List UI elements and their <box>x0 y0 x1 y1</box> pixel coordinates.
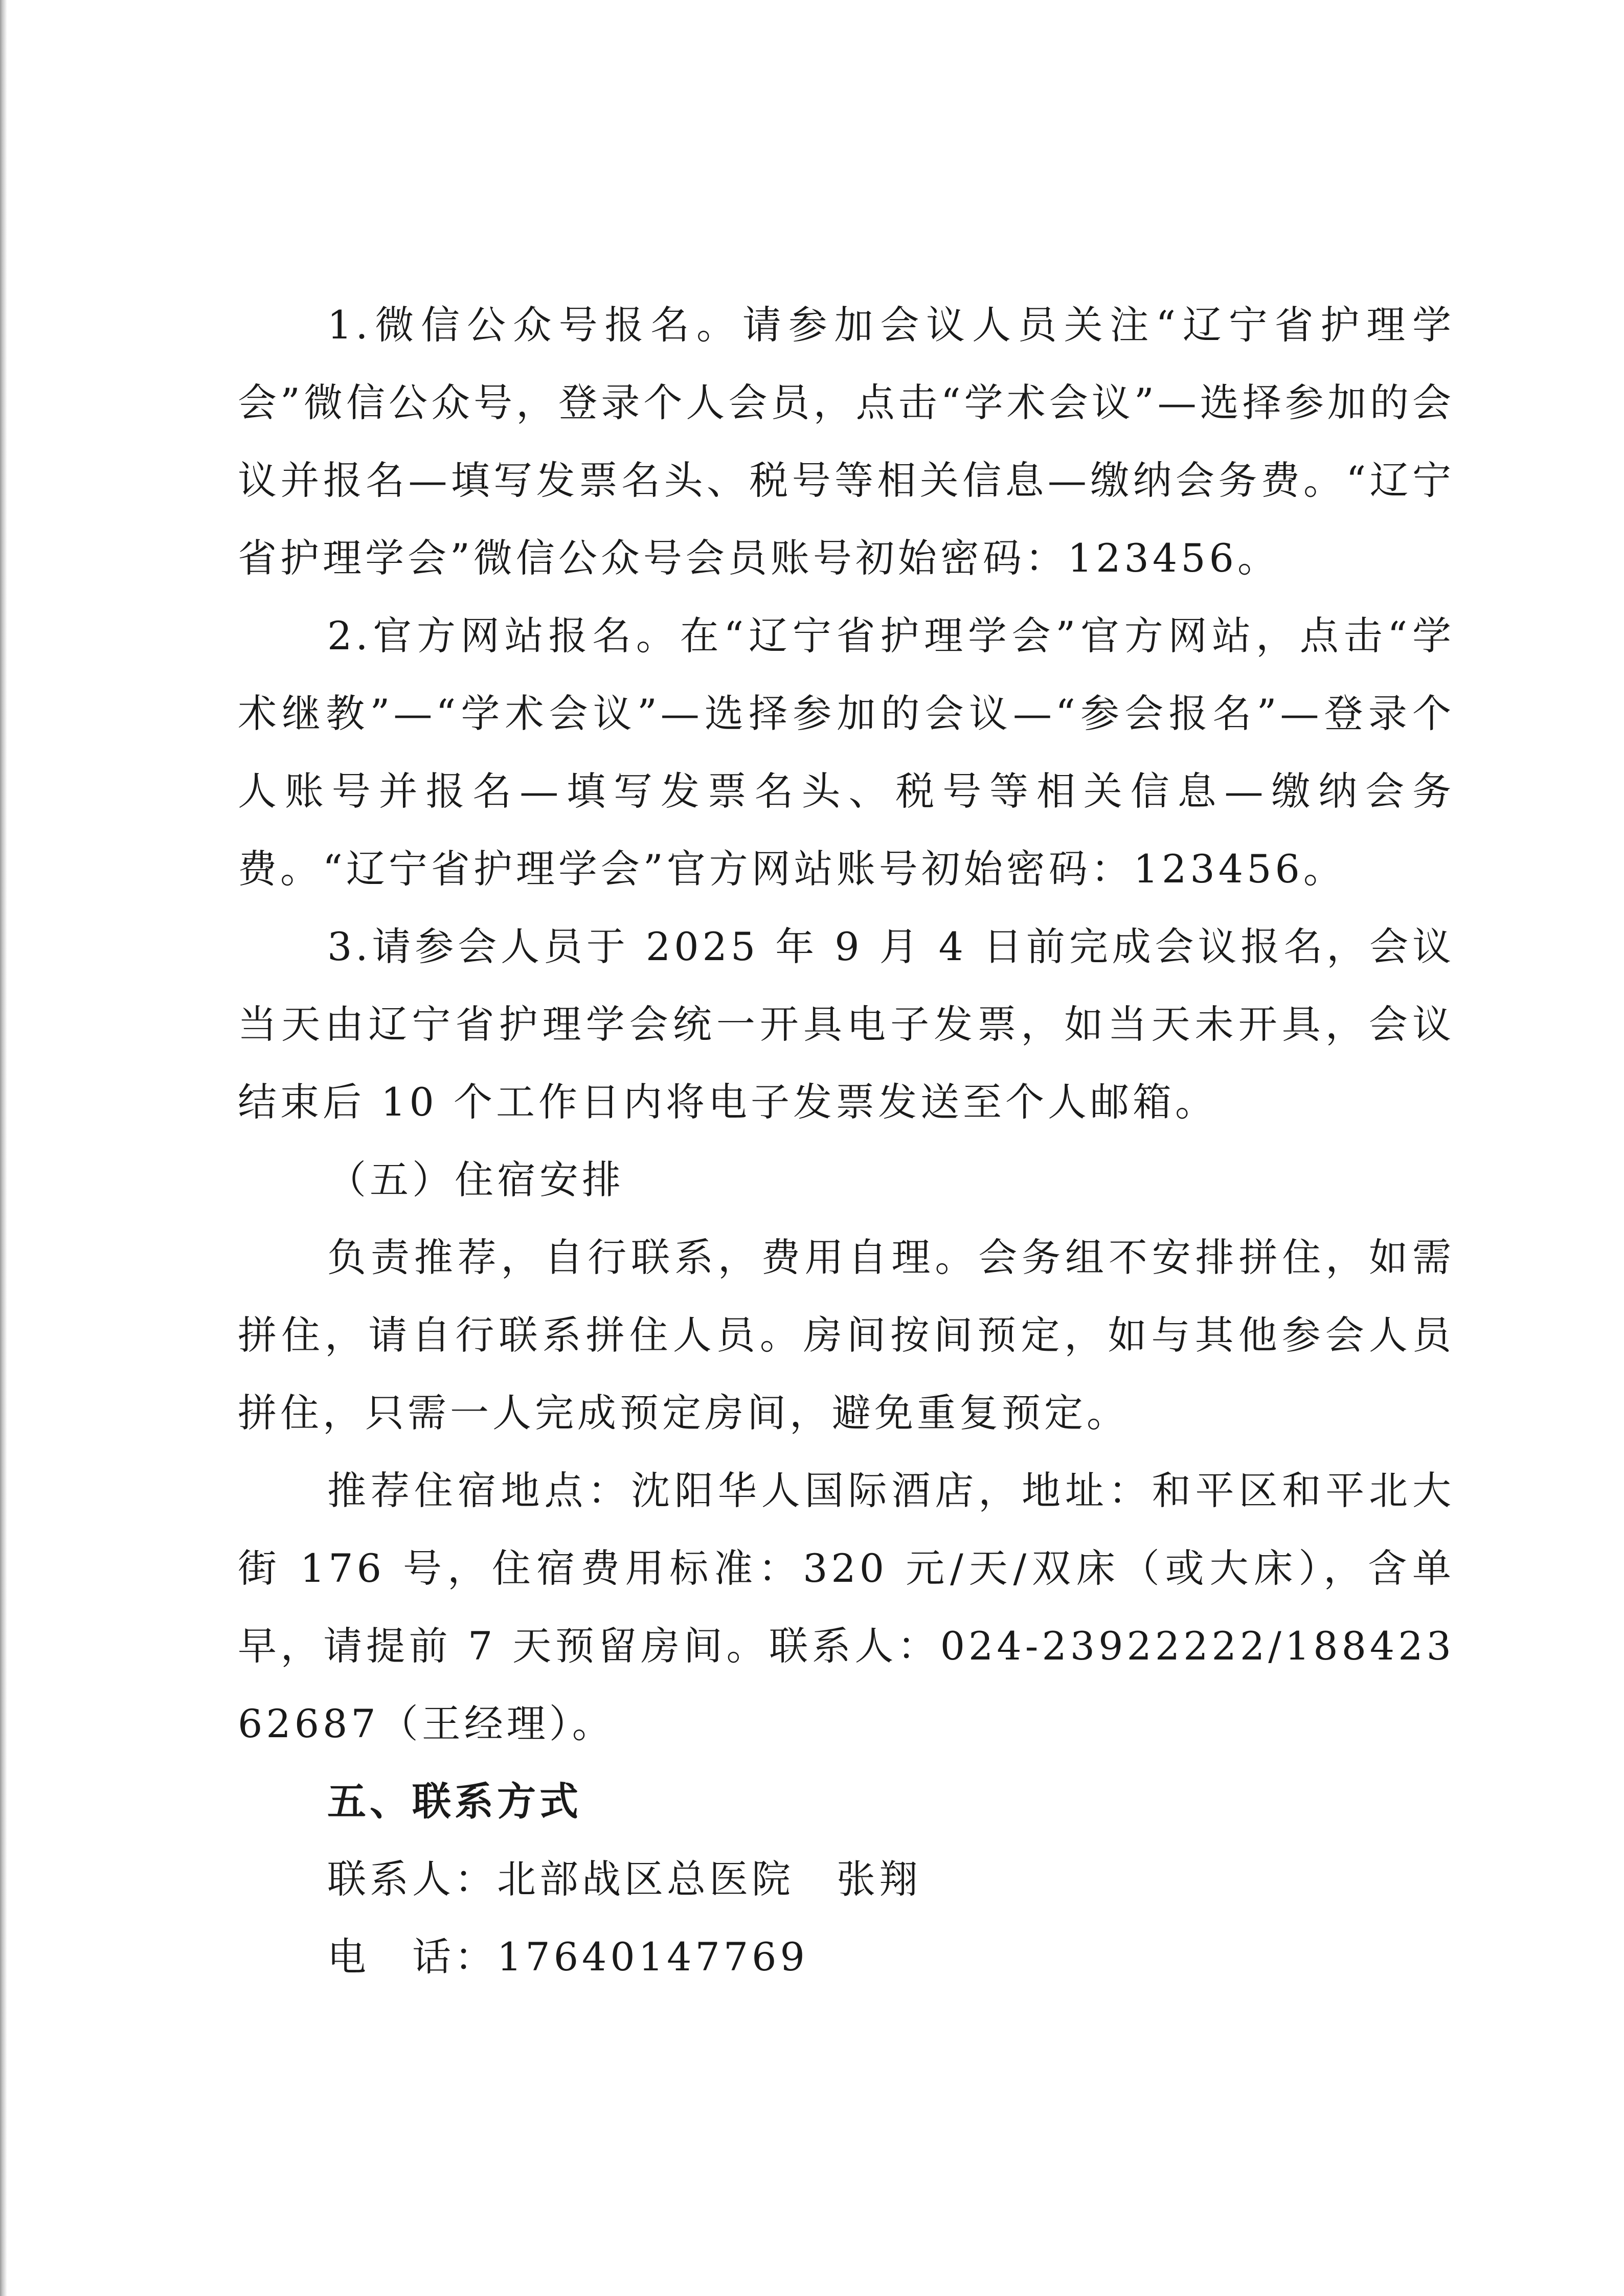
document-page <box>238 286 1455 1996</box>
contact-heading: 五、联系方式 <box>327 1779 582 1824</box>
accommodation-policy: 负责推荐，自行联系，费用自理。会务组不安排拼住，如需拼住，请自行联系拼住人员。房间按间预定，如与其他参会人员拼住，只需一人完成预定房间，避免重复预定。 <box>238 1235 1455 1436</box>
scan-edge-shadow <box>0 0 7 2296</box>
registration-item-wechat: 1.微信公众号报名。请参加会议人员关注“辽宁省护理学会”微信公众号，登录个人会员，点击“学术会议”—选择参加的会议并报名—填写发票名头、税号等相关信息—缴纳会务费。“辽宁省护理学会”微信公众号会员账号初始密码：123456。 <box>238 302 1455 581</box>
registration-item-website: 2.官方网站报名。在“辽宁省护理学会”官方网站，点击“学术继教”—“学术会议”—选择参加的会议—“参会报名”—登录个人账号并报名—填写发票名头、税号等相关信息—缴纳会务费。“辽宁省护理学会”官方网站账号初始密码：123456。 <box>238 613 1455 892</box>
contact-person: 联系人：北部战区总医院 张翔 <box>327 1856 921 1902</box>
registration-item-deadline: 3.请参会人员于 2025 年 9 月 4 日前完成会议报名，会议当天由辽宁省护理学会统一开具电子发票，如当天未开具，会议结束后 10 个工作日内将电子发票发送至个人邮箱。 <box>238 924 1455 1125</box>
contact-phone: 电 话：17640147769 <box>327 1934 808 1980</box>
accommodation-hotel: 推荐住宿地点：沈阳华人国际酒店，地址：和平区和平北大街 176 号，住宿费用标准：320 元/天/双床（或大床），含单早，请提前 7 天预留房间。联系人：024-23922222/18842362687（王经理）。 <box>238 1468 1455 1746</box>
accommodation-heading: （五）住宿安排 <box>327 1157 624 1202</box>
